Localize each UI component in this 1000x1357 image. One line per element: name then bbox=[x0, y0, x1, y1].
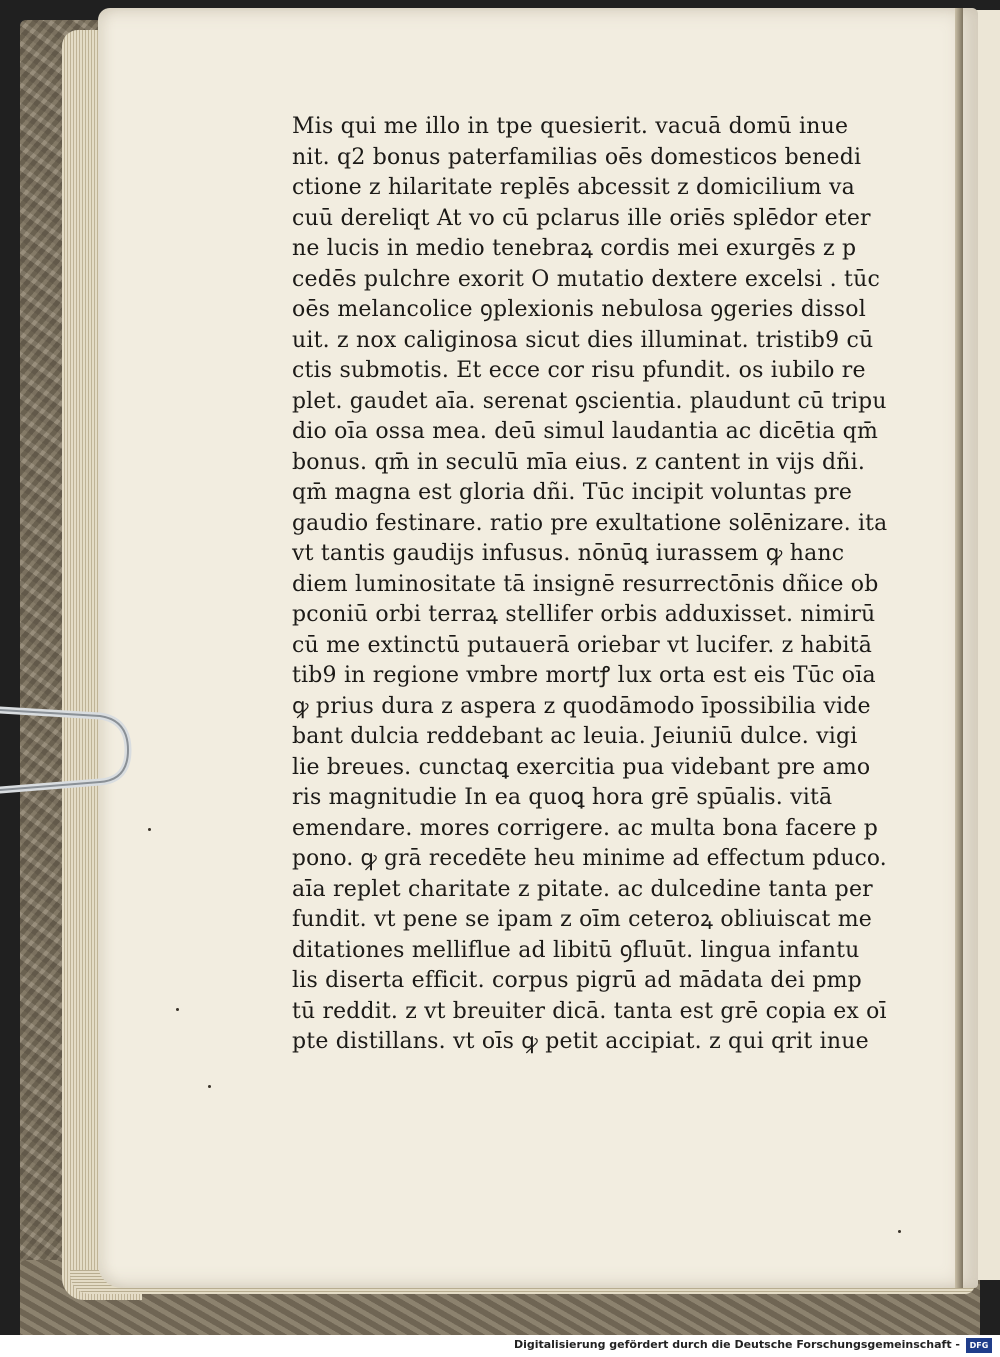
paper-speck bbox=[148, 828, 151, 831]
paper-speck bbox=[208, 1085, 211, 1088]
page-gutter bbox=[955, 8, 963, 1288]
text-line: fundit. vt pene se ipam z oīm ceteroꝝ obliuiscat me bbox=[292, 907, 873, 932]
text-line: ne lucis in medio tenebraꝝ cordis mei exurgēs z p bbox=[292, 236, 857, 261]
text-line: uit. z nox caliginosa sicut dies illuminat. tristib9 cū bbox=[292, 327, 874, 353]
paper-speck bbox=[898, 1230, 901, 1233]
text-line: cedēs pulchre exorit O mutatio dextere excelsi . tūc bbox=[292, 266, 880, 292]
text-line: ctis submotis. Et ecce cor risu pfundit. os iubilo re bbox=[292, 358, 866, 383]
text-line: Mis qui me illo in tpe quesierit. vacuā domū inue bbox=[292, 114, 849, 139]
bookmark-clip-icon bbox=[0, 702, 132, 796]
text-line: qm̄ magna est gloria dñi. Tūc incipit voluntas pre bbox=[292, 480, 853, 505]
dfg-logo[interactable]: DFG bbox=[966, 1338, 992, 1353]
text-line: vt tantis gaudijs infusus. nōnūꝗ iurassem ꝙ hanc bbox=[292, 541, 845, 566]
text-line: aīa replet charitate z pitate. ac dulcedine tanta per bbox=[292, 876, 873, 902]
funding-credit: Digitalisierung gefördert durch die Deutsche Forschungsgemeinschaft - bbox=[513, 1338, 960, 1351]
text-line: cū me extinctū putauerā oriebar vt lucifer. z habitā bbox=[292, 632, 873, 658]
text-line: tū reddit. z vt breuiter dicā. tanta est grē copia ex oī bbox=[292, 998, 887, 1024]
text-block bbox=[292, 112, 887, 1058]
footer-bar bbox=[0, 1335, 1000, 1357]
text-line: pono. ꝙ grā recedēte heu minime ad effectum pduco. bbox=[292, 846, 887, 871]
text-line: ditationes melliflue ad libitū ꝯfluūt. lingua infantu bbox=[292, 937, 860, 963]
text-line: nit. q2 bonus paterfamilias oēs domesticos benedi bbox=[292, 144, 862, 170]
text-line: ctione z hilaritate replēs abcessit z domicilium va bbox=[292, 175, 855, 200]
text-line: ꝙ prius dura z aspera z quodāmodo īpossibilia vide bbox=[292, 693, 871, 719]
text-line: emendare. mores corrigere. ac multa bona facere p bbox=[292, 815, 879, 841]
text-line: gaudio festinare. ratio pre exultatione solēnizare. ita bbox=[292, 510, 888, 536]
text-line: bonus. qm̄ in seculū mīa eius. z cantent in vijs dñi. bbox=[292, 449, 866, 475]
text-line: diem luminositate tā insignē resurrectōnis dñice ob bbox=[292, 571, 879, 597]
text-line: pte distillans. vt oīs ꝙ petit accipiat. z qui qrit inue bbox=[292, 1029, 869, 1054]
text-line: lis diserta efficit. corpus pigrū ad mādata dei pmp bbox=[292, 968, 862, 993]
paper-speck bbox=[176, 1008, 179, 1011]
text-line: oēs melancolice ꝯplexionis nebulosa ꝯgeries dissol bbox=[292, 297, 866, 322]
text-line: plet. gaudet aīa. serenat ꝯscientia. plaudunt cū tripu bbox=[292, 388, 887, 414]
text-line: dio oīa ossa mea. deū simul laudantia ac dicētia qm̄ bbox=[292, 419, 879, 444]
text-line: lie breues. cunctaꝗ exercitia pua videbant pre amo bbox=[292, 754, 871, 780]
text-line: pconiū orbi terraꝝ stellifer orbis adduxisset. nimirū bbox=[292, 602, 876, 627]
text-line: cuū dereliqt At vo cū pclarus ille oriēs splēdor eter bbox=[292, 205, 871, 231]
text-line: bant dulcia reddebant ac leuia. Jeiuniū dulce. vigi bbox=[292, 724, 858, 749]
text-line: tib9 in regione vmbre mortꝭ lux orta est eis Tūc oīa bbox=[292, 663, 876, 688]
text-line: ris magnitudie In ea quoꝗ hora grē spūalis. vitā bbox=[292, 785, 833, 810]
